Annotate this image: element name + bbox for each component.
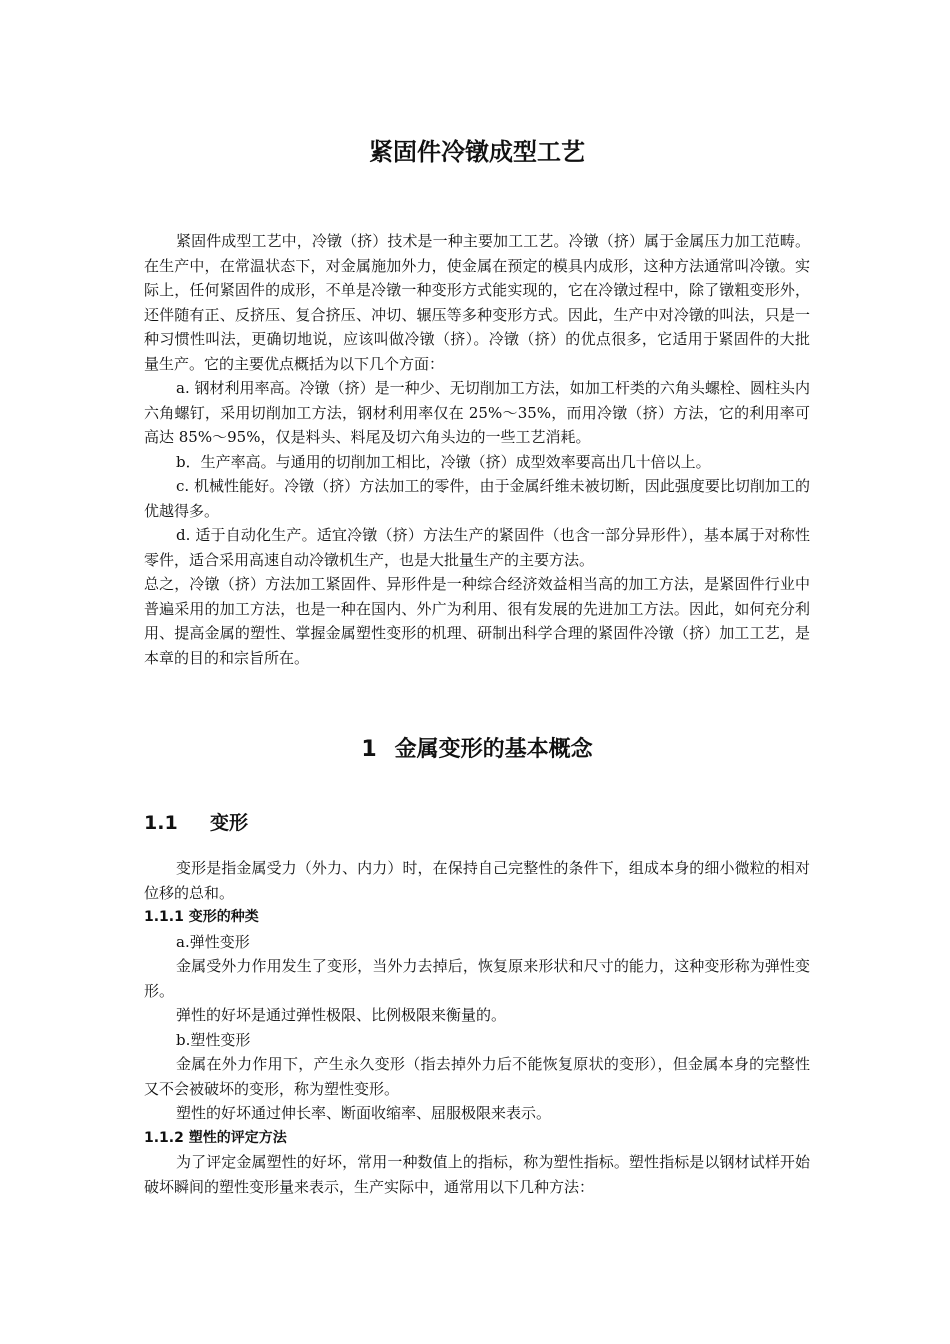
subsection-heading-types: 1.1.1 变形的种类 <box>144 909 259 925</box>
chapter-title: 金属变形的基本概念 <box>394 737 593 762</box>
elastic-definition: 金属受外力作用发生了变形，当外力去掉后，恢复原来形状和尺寸的能力，这种变形称为弹性变形。 <box>144 957 810 1000</box>
elastic-label: a.弹性变形 <box>176 932 250 951</box>
chapter-heading <box>144 732 810 768</box>
advantage-c: c. 机械性能好。冷镦（挤）方法加工的零件，由于金属纤维未被切断，因此强度要比切削加工的优越得多。 <box>144 477 810 520</box>
document-title: 紧固件冷镦成型工艺 <box>369 138 585 166</box>
section-heading <box>144 808 810 836</box>
intro-paragraph: 紧固件成型工艺中，冷镦（挤）技术是一种主要加工工艺。冷镦（挤）属于金属压力加工范畴。在生产中，在常温状态下，对金属施加外力，使金属在预定的模具内成形，这种方法通常叫冷镦。实际上，任何紧固件的成形，不单是冷镦一种变形方式能实现的，它在冷镦过程中，除了镦粗变形外，还伴随有正、反挤压、复合挤压、冲切、辗压等多种变形方式。因此，生产中对冷镦的叫法，只是一种习惯性叫法，更确切地说，应该叫做冷镦（挤）。冷镦（挤）的优点很多，它适用于紧固件的大批量生产。它的主要优点概括为以下几个方面： <box>144 232 810 373</box>
section-title: 变形 <box>210 812 249 834</box>
section-number: 1.1 <box>144 812 178 834</box>
elastic-measure: 弹性的好坏是通过弹性极限、比例极限来衡量的。 <box>176 1006 507 1024</box>
advantage-d: d. 适于自动化生产。适宜冷镦（挤）方法生产的紧固件（也含一部分异形件），基本属于对称性零件，适合采用高速自动冷镦机生产，也是大批量生产的主要方法。 <box>144 526 810 569</box>
summary-paragraph: 总之，冷镦（挤）方法加工紧固件、异形件是一种综合经济效益相当高的加工方法，是紧固件行业中普遍采用的加工方法，也是一种在国内、外广为利用、很有发展的先进加工方法。因此，如何充分利用、提高金属的塑性、掌握金属塑性变形的机理、研制出科学合理的紧固件冷镦（挤）加工工艺，是本章的目的和宗旨所在。 <box>144 575 810 667</box>
chapter-number: 1 <box>361 737 377 762</box>
plastic-label: b.塑性变形 <box>176 1030 251 1049</box>
plastic-definition: 金属在外力作用下，产生永久变形（指去掉外力后不能恢复原状的变形），但金属本身的完整性又不会被破坏的变形，称为塑性变形。 <box>144 1055 810 1098</box>
document-body <box>144 128 810 1199</box>
subsection-heading-evaluation: 1.1.2 塑性的评定方法 <box>144 1129 287 1146</box>
plastic-measure: 塑性的好坏通过伸长率、断面收缩率、屈服极限来表示。 <box>176 1104 552 1122</box>
advantage-b: b．生产率高。与通用的切削加工相比，冷镦（挤）成型效率要高出几十倍以上。 <box>176 452 711 471</box>
advantage-a: a. 钢材利用率高。冷镦（挤）是一种少、无切削加工方法，如加工杆类的六角头螺栓、圆柱头内六角螺钉，采用切削加工方法，钢材利用率仅在 25%～35%，而用冷镦（挤）方法，它的利用率可高达 85%～95%，仅是料头、料尾及切六角头边的一些工艺消耗。 <box>144 379 810 446</box>
deformation-definition: 变形是指金属受力（外力、内力）时，在保持自己完整性的条件下，组成本身的细小微粒的相对位移的总和。 <box>144 859 810 902</box>
evaluation-paragraph: 为了评定金属塑性的好坏，常用一种数值上的指标，称为塑性指标。塑性指标是以钢材试样开始破坏瞬间的塑性变形量来表示，生产实际中，通常用以下几种方法： <box>144 1153 810 1196</box>
